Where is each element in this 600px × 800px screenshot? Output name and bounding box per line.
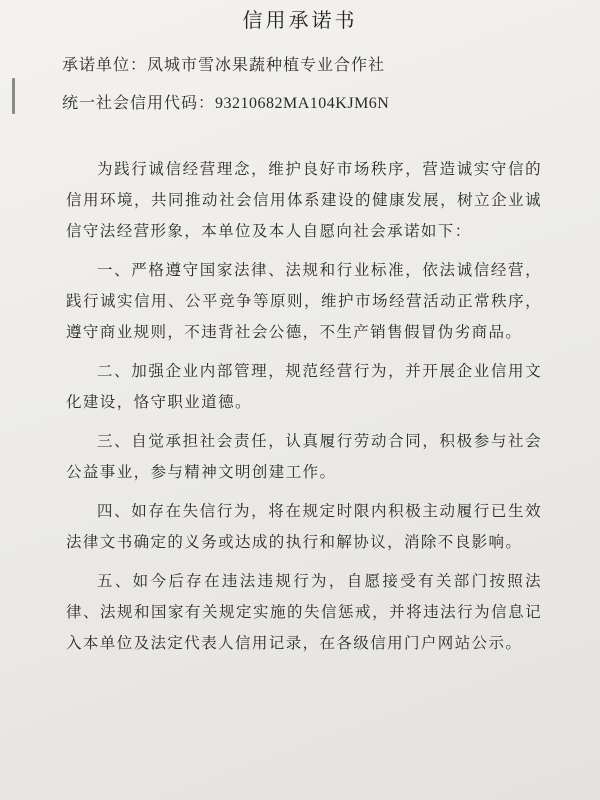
commitment-item-3: 三、自觉承担社会责任，认真履行劳动合同，积极参与社会公益事业，参与精神文明创建工作。 (66, 432, 542, 481)
commitment-item-2: 二、加强企业内部管理，规范经营行为，并开展企业信用文化建设，恪守职业道德。 (66, 362, 542, 411)
credit-code-value: 93210682MA104KJM6N (215, 95, 390, 112)
commitment-unit-line (62, 52, 385, 75)
unit-label: 承诺单位： (62, 55, 148, 74)
commitment-item-5: 五、如今后存在违法违规行为，自愿接受有关部门按照法律、法规和国家有关规定实施的失信惩戒，并将违法行为信息记入本单位及法定代表人信用记录，在各级信用门户网站公示。 (66, 572, 542, 652)
commitment-item-4: 四、如存在失信行为，将在规定时限内积极主动履行已生效法律文书确定的义务或达成的执行和解协议，消除不良影响。 (66, 502, 542, 551)
intro-paragraph: 为践行诚信经营理念，维护良好市场秩序，营造诚实守信的信用环境，共同推动社会信用体系建设的健康发展，树立企业诚信守法经营形象，本单位及本人自愿向社会承诺如下： (66, 160, 542, 240)
commitment-item-1: 一、严格遵守国家法律、法规和行业标准，依法诚信经营，践行诚实信用、公平竞争等原则，维护市场经营活动正常秩序，遵守商业规则，不违背社会公德，不生产销售假冒伪劣商品。 (66, 261, 542, 341)
binding-mark (12, 100, 15, 114)
credit-code-line (62, 90, 389, 113)
credit-code-label: 统一社会信用代码： (62, 93, 216, 112)
document-body (66, 154, 542, 667)
unit-name: 凤城市雪冰果蔬种植专业合作社 (147, 55, 386, 74)
document-title: 信用承诺书 (242, 8, 358, 32)
